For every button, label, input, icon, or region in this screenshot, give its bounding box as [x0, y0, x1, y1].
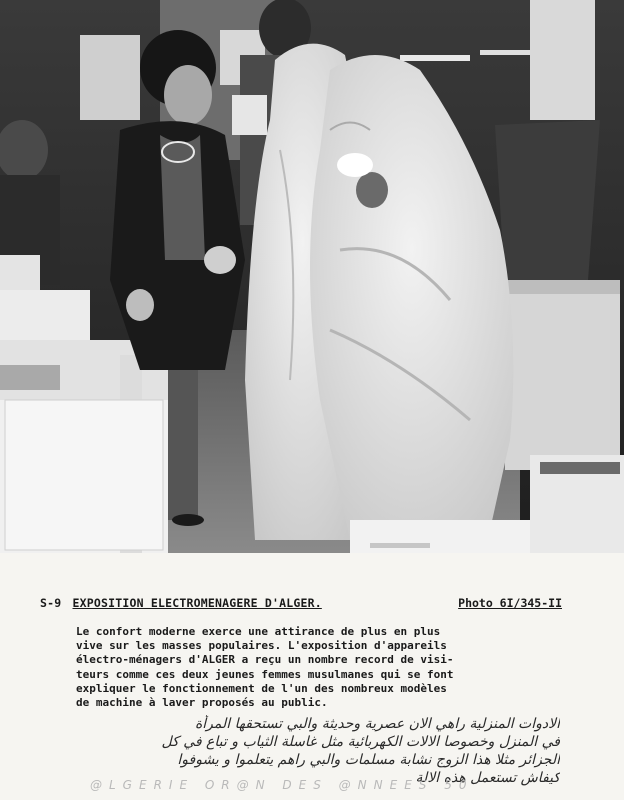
caption-panel: [0, 553, 624, 800]
arabic-handwritten-caption: [60, 715, 560, 787]
arabic-line: الجزائر مثلا هذا الزوج نشابة مسلمات والبي راهم يتعلموا و يشوفوا: [177, 752, 560, 768]
watermark: @LGERIE OR@N DES @NNEES 50: [90, 778, 474, 792]
caption-line: teurs comme ces deux jeunes femmes musulmanes qui se font: [76, 667, 454, 681]
caption-title: EXPOSITION ELECTROMENAGERE D'ALGER.: [72, 596, 322, 610]
caption-line: Le confort moderne exerce une attirance de plus en plus: [76, 625, 441, 638]
caption-line: électro-ménagers d'ALGER a reçu un nombre record de visi-: [76, 653, 454, 667]
caption-line: de machine à laver proposés au public.: [76, 696, 328, 710]
arabic-line: الادوات المنزلية راهي الان عصرية وحديثة والبي تستحقها المرأة: [194, 716, 560, 732]
caption-header: [40, 596, 322, 610]
arabic-line: في المنزل وخصوصا الالات الكهربائية مثل غاسلة الثياب و تباع في كل: [161, 734, 560, 750]
caption-ref: S-9: [40, 596, 62, 610]
caption-body: [76, 625, 566, 710]
caption-line: expliquer le fonctionnement de l'un des nombreux modèles: [76, 681, 447, 695]
caption-line: vive sur les masses populaires. L'exposition d'appareils: [76, 639, 447, 653]
arabic-line: كيفاش تستعمل هذه الالة: [415, 770, 560, 786]
photo-id: Photo 6I/345-II: [458, 596, 562, 610]
